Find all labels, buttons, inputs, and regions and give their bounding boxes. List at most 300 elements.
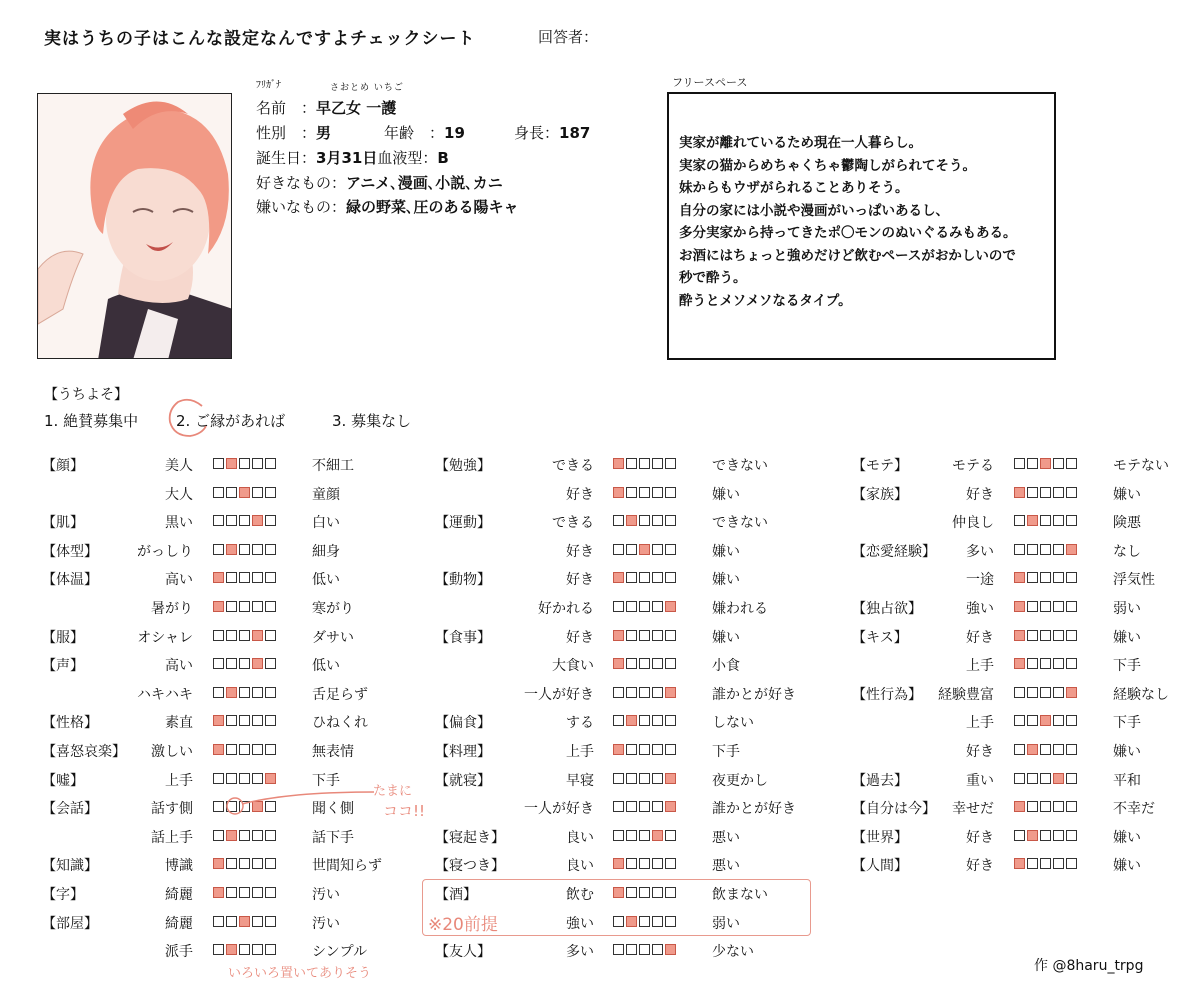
scale-box[interactable] <box>1053 601 1064 612</box>
scale-box[interactable] <box>1027 658 1038 669</box>
scale-box[interactable] <box>252 687 263 698</box>
scale-box[interactable] <box>665 544 676 555</box>
scale-box[interactable] <box>226 572 237 583</box>
scale-box[interactable] <box>1066 658 1077 669</box>
scale-box[interactable] <box>1027 458 1038 469</box>
gender-label: 性別 ： <box>256 124 317 142</box>
scale-box[interactable] <box>1040 601 1051 612</box>
right-option-label: 誰かとが好き <box>712 801 796 817</box>
scale-box-selected[interactable] <box>1027 515 1038 526</box>
scale-box[interactable] <box>1014 515 1025 526</box>
likes-row <box>256 172 503 193</box>
scale-box[interactable] <box>213 944 224 955</box>
scale-box[interactable] <box>213 487 224 498</box>
scale-box[interactable] <box>639 515 650 526</box>
scale-box-selected[interactable] <box>226 687 237 698</box>
scale-box[interactable] <box>1040 830 1051 841</box>
scale-box[interactable] <box>239 858 250 869</box>
scale-box[interactable] <box>626 544 637 555</box>
scale-box[interactable] <box>1014 715 1025 726</box>
category-label: 【喜怒哀楽】 <box>42 744 126 760</box>
free-space-box <box>667 92 1056 360</box>
scale-box[interactable] <box>1066 630 1077 641</box>
scale-box[interactable] <box>1053 572 1064 583</box>
left-option-label: 高い <box>165 658 193 674</box>
scale-box[interactable] <box>626 830 637 841</box>
right-option-label: 嫌われる <box>712 601 768 617</box>
scale-box[interactable] <box>1040 572 1051 583</box>
scale-box[interactable] <box>639 715 650 726</box>
scale-box-selected[interactable] <box>613 744 624 755</box>
scale-box[interactable] <box>265 916 276 927</box>
scale-box-selected[interactable] <box>1053 773 1064 784</box>
scale-box[interactable] <box>1040 544 1051 555</box>
scale-box-selected[interactable] <box>213 601 224 612</box>
scale-box-selected[interactable] <box>226 458 237 469</box>
scale-box[interactable] <box>1066 715 1077 726</box>
scale-box[interactable] <box>1027 687 1038 698</box>
scale-box[interactable] <box>1053 658 1064 669</box>
scale-box[interactable] <box>613 944 624 955</box>
scale-box-selected[interactable] <box>1014 801 1025 812</box>
scale-box[interactable] <box>1040 515 1051 526</box>
scale-box[interactable] <box>226 487 237 498</box>
scale-box[interactable] <box>239 601 250 612</box>
scale-box[interactable] <box>213 544 224 555</box>
scale-box[interactable] <box>1053 487 1064 498</box>
scale-box[interactable] <box>639 830 650 841</box>
scale-box[interactable] <box>665 572 676 583</box>
scale-box-selected[interactable] <box>252 630 263 641</box>
scale-box[interactable] <box>1066 858 1077 869</box>
scale-box[interactable] <box>213 830 224 841</box>
scale-box[interactable] <box>1040 744 1051 755</box>
scale-box-selected[interactable] <box>213 572 224 583</box>
scale-boxes <box>213 630 276 641</box>
age-value: 19 <box>444 124 465 142</box>
scale-box-selected[interactable] <box>1014 658 1025 669</box>
scale-box[interactable] <box>665 858 676 869</box>
scale-box-selected[interactable] <box>252 515 263 526</box>
scale-box[interactable] <box>239 458 250 469</box>
scale-box[interactable] <box>1040 687 1051 698</box>
scale-boxes <box>613 572 676 583</box>
scale-box[interactable] <box>1014 458 1025 469</box>
scale-box[interactable] <box>1066 458 1077 469</box>
scale-box[interactable] <box>265 830 276 841</box>
scale-box[interactable] <box>265 487 276 498</box>
scale-box[interactable] <box>1053 458 1064 469</box>
scale-box[interactable] <box>252 916 263 927</box>
scale-box-selected[interactable] <box>239 916 250 927</box>
scale-box[interactable] <box>1027 801 1038 812</box>
scale-box[interactable] <box>626 773 637 784</box>
scale-box[interactable] <box>226 744 237 755</box>
category-label: 【寝起き】 <box>435 830 505 846</box>
scale-box[interactable] <box>265 858 276 869</box>
scale-box-selected[interactable] <box>213 858 224 869</box>
scale-box-selected[interactable] <box>252 658 263 669</box>
scale-box[interactable] <box>652 773 663 784</box>
scale-box[interactable] <box>252 572 263 583</box>
scale-box[interactable] <box>652 687 663 698</box>
scale-boxes <box>213 715 276 726</box>
scale-box[interactable] <box>1040 658 1051 669</box>
scale-box-selected[interactable] <box>665 601 676 612</box>
scale-box[interactable] <box>652 458 663 469</box>
scale-box[interactable] <box>226 715 237 726</box>
scale-box[interactable] <box>213 515 224 526</box>
scale-box[interactable] <box>639 630 650 641</box>
scale-box-selected[interactable] <box>226 830 237 841</box>
scale-box[interactable] <box>639 744 650 755</box>
scale-box[interactable] <box>213 658 224 669</box>
scale-box-selected[interactable] <box>613 658 624 669</box>
scale-box[interactable] <box>639 687 650 698</box>
right-option-label: 悪い <box>712 858 740 874</box>
scale-box[interactable] <box>652 630 663 641</box>
scale-box[interactable] <box>265 515 276 526</box>
scale-box[interactable] <box>1027 601 1038 612</box>
scale-box[interactable] <box>226 858 237 869</box>
scale-box[interactable] <box>226 916 237 927</box>
category-label: 【恋愛経験】 <box>852 544 936 560</box>
scale-box-selected[interactable] <box>226 944 237 955</box>
scale-box-selected[interactable] <box>665 687 676 698</box>
scale-box[interactable] <box>652 515 663 526</box>
scale-box[interactable] <box>1053 830 1064 841</box>
scale-box[interactable] <box>265 687 276 698</box>
birthday-row <box>256 147 449 168</box>
blood-value: B <box>437 149 449 167</box>
scale-box[interactable] <box>226 630 237 641</box>
scale-box[interactable] <box>639 944 650 955</box>
scale-box[interactable] <box>1053 515 1064 526</box>
scale-box[interactable] <box>665 515 676 526</box>
scale-box[interactable] <box>265 572 276 583</box>
left-option-label: 強い <box>966 601 994 617</box>
scale-box[interactable] <box>665 830 676 841</box>
scale-box[interactable] <box>239 544 250 555</box>
right-option-label: 嫌い <box>1113 830 1141 846</box>
scale-box[interactable] <box>652 944 663 955</box>
scale-box[interactable] <box>639 773 650 784</box>
scale-box[interactable] <box>1027 572 1038 583</box>
scale-boxes <box>213 830 276 841</box>
scale-box[interactable] <box>613 544 624 555</box>
scale-box[interactable] <box>1053 687 1064 698</box>
scale-box[interactable] <box>239 515 250 526</box>
scale-box[interactable] <box>1053 544 1064 555</box>
scale-box[interactable] <box>1027 630 1038 641</box>
scale-box[interactable] <box>226 887 237 898</box>
scale-boxes <box>1014 572 1077 583</box>
category-label: 【性格】 <box>42 715 98 731</box>
scale-boxes <box>613 944 676 955</box>
scale-box[interactable] <box>213 916 224 927</box>
scale-box[interactable] <box>265 887 276 898</box>
scale-box[interactable] <box>1027 858 1038 869</box>
scale-box[interactable] <box>652 544 663 555</box>
scale-box[interactable] <box>265 715 276 726</box>
right-option-label: 弱い <box>712 916 740 932</box>
scale-box[interactable] <box>652 715 663 726</box>
scale-box-selected[interactable] <box>665 773 676 784</box>
scale-box[interactable] <box>665 487 676 498</box>
right-option-label: 白い <box>312 515 340 531</box>
category-label: 【性行為】 <box>852 687 922 703</box>
scale-box-selected[interactable] <box>1027 744 1038 755</box>
scale-box-selected[interactable] <box>613 572 624 583</box>
category-label: 【動物】 <box>435 572 491 588</box>
scale-box[interactable] <box>639 858 650 869</box>
scale-box[interactable] <box>652 658 663 669</box>
scale-box[interactable] <box>239 630 250 641</box>
scale-box[interactable] <box>239 944 250 955</box>
scale-box[interactable] <box>1053 715 1064 726</box>
uchiyoso-option-1: 1. 絶賛募集中 <box>44 412 139 430</box>
scale-box[interactable] <box>626 572 637 583</box>
scale-box[interactable] <box>613 601 624 612</box>
scale-box[interactable] <box>1066 515 1077 526</box>
scale-box[interactable] <box>252 887 263 898</box>
scale-box-selected[interactable] <box>1066 544 1077 555</box>
scale-box[interactable] <box>239 572 250 583</box>
scale-box[interactable] <box>626 858 637 869</box>
scale-box[interactable] <box>639 658 650 669</box>
right-option-label: 汚い <box>312 887 340 903</box>
scale-box[interactable] <box>226 601 237 612</box>
scale-box[interactable] <box>265 544 276 555</box>
scale-box-selected[interactable] <box>613 458 624 469</box>
scale-box-selected[interactable] <box>665 944 676 955</box>
scale-box-selected[interactable] <box>1014 572 1025 583</box>
left-option-label: 大人 <box>165 487 193 503</box>
scale-box[interactable] <box>1040 858 1051 869</box>
scale-box-selected[interactable] <box>213 744 224 755</box>
scale-box[interactable] <box>1027 487 1038 498</box>
scale-box[interactable] <box>252 858 263 869</box>
scale-box[interactable] <box>265 658 276 669</box>
scale-box[interactable] <box>1053 858 1064 869</box>
right-option-label: ひねくれ <box>312 715 368 731</box>
right-option-label: 嫌い <box>1113 487 1141 503</box>
scale-box-selected[interactable] <box>1014 601 1025 612</box>
right-option-label: 汚い <box>312 916 340 932</box>
scale-box[interactable] <box>639 487 650 498</box>
scale-box[interactable] <box>613 830 624 841</box>
scale-box[interactable] <box>652 858 663 869</box>
scale-box-selected[interactable] <box>239 487 250 498</box>
scale-box[interactable] <box>239 715 250 726</box>
scale-box-selected[interactable] <box>613 487 624 498</box>
scale-box[interactable] <box>639 458 650 469</box>
selection-circle <box>166 396 212 442</box>
scale-boxes <box>613 801 676 812</box>
left-option-label: 高い <box>165 572 193 588</box>
scale-box[interactable] <box>1053 801 1064 812</box>
left-option-label: ハキハキ <box>137 687 193 703</box>
age-label: 年齢 ： <box>384 124 445 142</box>
scale-box[interactable] <box>252 715 263 726</box>
scale-box[interactable] <box>652 487 663 498</box>
scale-box[interactable] <box>1040 801 1051 812</box>
category-label: 【就寝】 <box>435 773 491 789</box>
scale-box[interactable] <box>252 458 263 469</box>
scale-box-selected[interactable] <box>1040 715 1051 726</box>
scale-box[interactable] <box>252 601 263 612</box>
scale-box[interactable] <box>265 458 276 469</box>
right-option-label: 誰かとが好き <box>712 687 796 703</box>
right-option-label: 少ない <box>712 944 754 960</box>
right-option-label: 嫌い <box>712 630 740 646</box>
scale-box-selected[interactable] <box>613 630 624 641</box>
category-label: 【モテ】 <box>852 458 908 474</box>
scale-box[interactable] <box>265 601 276 612</box>
scale-box-selected[interactable] <box>652 830 663 841</box>
scale-box[interactable] <box>1040 487 1051 498</box>
scale-box-selected[interactable] <box>1014 630 1025 641</box>
scale-box[interactable] <box>626 744 637 755</box>
scale-box[interactable] <box>213 630 224 641</box>
scale-box[interactable] <box>1066 830 1077 841</box>
right-option-label: 経験なし <box>1113 687 1169 703</box>
scale-box[interactable] <box>665 715 676 726</box>
scale-box[interactable] <box>626 487 637 498</box>
scale-box[interactable] <box>1027 715 1038 726</box>
scale-box[interactable] <box>1014 773 1025 784</box>
scale-box[interactable] <box>265 744 276 755</box>
scale-box-selected[interactable] <box>1040 458 1051 469</box>
scale-box[interactable] <box>665 658 676 669</box>
scale-box[interactable] <box>226 658 237 669</box>
scale-box[interactable] <box>626 658 637 669</box>
scale-box[interactable] <box>613 687 624 698</box>
scale-box[interactable] <box>1066 601 1077 612</box>
left-option-label: 黒い <box>165 515 193 531</box>
left-option-label: 素直 <box>165 715 193 731</box>
scale-box-selected[interactable] <box>213 715 224 726</box>
scale-box[interactable] <box>1040 630 1051 641</box>
scale-box[interactable] <box>652 801 663 812</box>
scale-box[interactable] <box>626 687 637 698</box>
scale-box[interactable] <box>239 887 250 898</box>
scale-box[interactable] <box>639 801 650 812</box>
left-option-label: 好き <box>566 487 594 503</box>
right-option-label: 舌足らず <box>312 687 368 703</box>
scale-box[interactable] <box>252 944 263 955</box>
scale-box[interactable] <box>665 630 676 641</box>
scale-box[interactable] <box>626 458 637 469</box>
scale-box[interactable] <box>652 601 663 612</box>
scale-box-selected[interactable] <box>213 887 224 898</box>
scale-box[interactable] <box>1066 487 1077 498</box>
scale-box[interactable] <box>1053 630 1064 641</box>
scale-box[interactable] <box>626 944 637 955</box>
scale-box[interactable] <box>239 744 250 755</box>
scale-box[interactable] <box>613 715 624 726</box>
right-option-label: なし <box>1113 544 1141 560</box>
scale-box[interactable] <box>1014 544 1025 555</box>
left-option-label: オシャレ <box>137 630 193 646</box>
scale-boxes <box>1014 630 1077 641</box>
left-option-label: 経験豊富 <box>938 687 994 703</box>
scale-box[interactable] <box>626 801 637 812</box>
scale-box-selected[interactable] <box>1027 830 1038 841</box>
scale-box[interactable] <box>665 458 676 469</box>
scale-box[interactable] <box>239 658 250 669</box>
scale-box[interactable] <box>252 487 263 498</box>
scale-box[interactable] <box>1014 830 1025 841</box>
scale-box[interactable] <box>652 572 663 583</box>
scale-box[interactable] <box>613 801 624 812</box>
left-option-label: 幸せだ <box>952 801 994 817</box>
left-option-label: 上手 <box>966 658 994 674</box>
scale-box-selected[interactable] <box>226 544 237 555</box>
scale-box[interactable] <box>252 830 263 841</box>
scale-box[interactable] <box>1066 744 1077 755</box>
uchiyoso-option-2: 2. ご縁があれば <box>176 412 286 430</box>
scale-box[interactable] <box>1066 801 1077 812</box>
scale-boxes <box>1014 773 1077 784</box>
scale-box-selected[interactable] <box>613 858 624 869</box>
scale-box[interactable] <box>1027 773 1038 784</box>
scale-box[interactable] <box>1053 744 1064 755</box>
scale-box[interactable] <box>1040 773 1051 784</box>
right-option-label: 下手 <box>712 744 740 760</box>
scale-box[interactable] <box>213 458 224 469</box>
scale-box[interactable] <box>252 544 263 555</box>
left-option-label: 一人が好き <box>524 687 594 703</box>
scale-box[interactable] <box>639 572 650 583</box>
scale-box[interactable] <box>639 601 650 612</box>
scale-box[interactable] <box>252 744 263 755</box>
scale-box[interactable] <box>1066 572 1077 583</box>
scale-box[interactable] <box>1066 773 1077 784</box>
scale-boxes <box>613 830 676 841</box>
scale-box-selected[interactable] <box>1014 487 1025 498</box>
category-label: 【勉強】 <box>435 458 491 474</box>
scale-box-selected[interactable] <box>1014 858 1025 869</box>
scale-box[interactable] <box>613 773 624 784</box>
scale-box[interactable] <box>239 687 250 698</box>
scale-boxes <box>1014 658 1077 669</box>
scale-box-selected[interactable] <box>1066 687 1077 698</box>
category-label: 【嘘】 <box>42 773 84 789</box>
scale-box[interactable] <box>613 515 624 526</box>
scale-box[interactable] <box>1014 687 1025 698</box>
scale-box[interactable] <box>626 630 637 641</box>
scale-box-selected[interactable] <box>626 515 637 526</box>
scale-box[interactable] <box>1014 744 1025 755</box>
scale-box[interactable] <box>265 630 276 641</box>
category-label: 【偏食】 <box>435 715 491 731</box>
scale-boxes <box>1014 515 1077 526</box>
scale-box[interactable] <box>1027 544 1038 555</box>
scale-box[interactable] <box>665 744 676 755</box>
category-label: 【独占欲】 <box>852 601 922 617</box>
scale-box[interactable] <box>652 744 663 755</box>
scale-box[interactable] <box>265 944 276 955</box>
scale-box[interactable] <box>239 830 250 841</box>
uchiyoso-heading: 【うちよそ】 <box>44 387 128 403</box>
scale-box-selected[interactable] <box>639 544 650 555</box>
scale-box[interactable] <box>226 515 237 526</box>
scale-box[interactable] <box>213 687 224 698</box>
scale-box-selected[interactable] <box>665 801 676 812</box>
scale-box[interactable] <box>626 601 637 612</box>
scale-box-selected[interactable] <box>626 715 637 726</box>
